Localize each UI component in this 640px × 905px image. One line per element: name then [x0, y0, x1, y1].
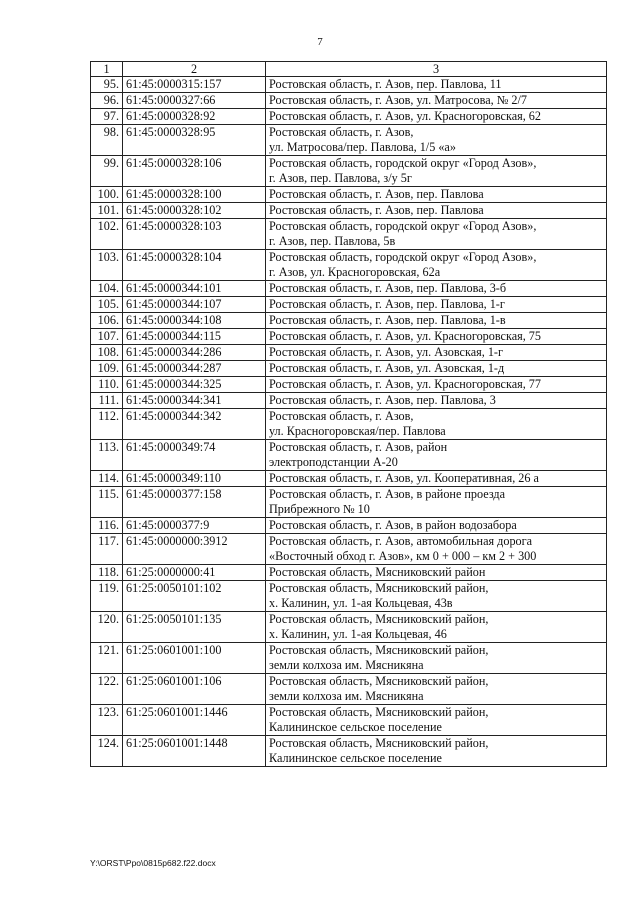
table-row	[91, 281, 607, 297]
cadastral-number-cell: 61:45:0000344:286	[123, 345, 266, 361]
row-number-cell: 123.	[91, 705, 123, 736]
cadastral-number-cell: 61:45:0000344:115	[123, 329, 266, 345]
row-number-cell: 95.	[91, 77, 123, 93]
table-row	[91, 471, 607, 487]
table-row	[91, 93, 607, 109]
cadastral-number-cell: 61:45:0000327:66	[123, 93, 266, 109]
table-row	[91, 518, 607, 534]
address-cell: Ростовская область, г. Азов, пер. Павлова, 1-в	[266, 313, 607, 329]
address-cell: Ростовская область, г. Азов, ул. Матросова, № 2/7	[266, 93, 607, 109]
cadastral-number-cell: 61:45:0000328:92	[123, 109, 266, 125]
cadastral-number-cell: 61:45:0000344:107	[123, 297, 266, 313]
cadastral-number-cell: 61:45:0000344:287	[123, 361, 266, 377]
address-cell: Ростовская область, г. Азов, ул. Кооперативная, 26 а	[266, 471, 607, 487]
cadastral-number-cell: 61:45:0000344:101	[123, 281, 266, 297]
cadastral-number-cell: 61:45:0000328:103	[123, 219, 266, 250]
row-number-cell: 107.	[91, 329, 123, 345]
table-row	[91, 705, 607, 736]
table-row	[91, 297, 607, 313]
address-cell: Ростовская область, г. Азов, пер. Павлова	[266, 187, 607, 203]
cadastral-number-cell: 61:45:0000328:102	[123, 203, 266, 219]
table-row	[91, 736, 607, 767]
row-number-cell: 116.	[91, 518, 123, 534]
row-number-cell: 106.	[91, 313, 123, 329]
address-cell: Ростовская область, Мясниковский район	[266, 565, 607, 581]
row-number-cell: 96.	[91, 93, 123, 109]
cadastral-number-cell: 61:45:0000377:158	[123, 487, 266, 518]
cadastral-number-cell: 61:45:0000344:342	[123, 409, 266, 440]
address-cell: Ростовская область, г. Азов, пер. Павлова, 3	[266, 393, 607, 409]
address-cell: Ростовская область, г. Азов, пер. Павлова	[266, 203, 607, 219]
table-row	[91, 109, 607, 125]
address-cell: Ростовская область, г. Азов, автомобильная дорога «Восточный обход г. Азов», км 0 + 000 – км 2 + 300	[266, 534, 607, 565]
row-number-cell: 112.	[91, 409, 123, 440]
row-number-cell: 115.	[91, 487, 123, 518]
table-row	[91, 203, 607, 219]
address-cell: Ростовская область, г. Азов, пер. Павлова, 1-г	[266, 297, 607, 313]
table-row	[91, 156, 607, 187]
address-cell: Ростовская область, г. Азов, ул. Азовская, 1-д	[266, 361, 607, 377]
address-cell: Ростовская область, городской округ «Город Азов», г. Азов, пер. Павлова, 5в	[266, 219, 607, 250]
row-number-cell: 108.	[91, 345, 123, 361]
address-cell: Ростовская область, г. Азов, ул. Матросова/пер. Павлова, 1/5 «а»	[266, 125, 607, 156]
cadastral-number-cell: 61:25:0050101:102	[123, 581, 266, 612]
cadastral-number-cell: 61:45:0000328:106	[123, 156, 266, 187]
table-row	[91, 534, 607, 565]
cadastral-number-cell: 61:45:0000377:9	[123, 518, 266, 534]
address-cell: Ростовская область, Мясниковский район, х. Калинин, ул. 1-ая Кольцевая, 43в	[266, 581, 607, 612]
row-number-cell: 111.	[91, 393, 123, 409]
address-cell: Ростовская область, Мясниковский район, земли колхоза им. Мясникяна	[266, 674, 607, 705]
row-number-cell: 98.	[91, 125, 123, 156]
row-number-cell: 124.	[91, 736, 123, 767]
row-number-cell: 122.	[91, 674, 123, 705]
address-cell: Ростовская область, г. Азов, пер. Павлова, 11	[266, 77, 607, 93]
cadastral-number-cell: 61:45:0000328:95	[123, 125, 266, 156]
row-number-cell: 109.	[91, 361, 123, 377]
page-number: 7	[317, 36, 323, 48]
cadastral-number-cell: 61:45:0000344:108	[123, 313, 266, 329]
address-cell: Ростовская область, г. Азов, район электроподстанции А-20	[266, 440, 607, 471]
table-row	[91, 440, 607, 471]
row-number-cell: 103.	[91, 250, 123, 281]
cadastral-number-cell: 61:45:0000349:110	[123, 471, 266, 487]
table-row	[91, 487, 607, 518]
address-cell: Ростовская область, г. Азов, ул. Красногоровская/пер. Павлова	[266, 409, 607, 440]
address-cell: Ростовская область, Мясниковский район, Калининское сельское поселение	[266, 705, 607, 736]
row-number-cell: 117.	[91, 534, 123, 565]
cadastral-number-cell: 61:45:0000328:104	[123, 250, 266, 281]
address-cell: Ростовская область, городской округ «Город Азов», г. Азов, ул. Красногоровская, 62а	[266, 250, 607, 281]
address-cell: Ростовская область, г. Азов, ул. Красногоровская, 77	[266, 377, 607, 393]
cadastral-number-cell: 61:25:0601001:100	[123, 643, 266, 674]
column-header-cadastral: 2	[123, 62, 266, 77]
cadastral-number-cell: 61:45:0000344:325	[123, 377, 266, 393]
table-body	[91, 77, 607, 767]
address-cell: Ростовская область, Мясниковский район, х. Калинин, ул. 1-ая Кольцевая, 46	[266, 612, 607, 643]
cadastral-number-cell: 61:25:0601001:1448	[123, 736, 266, 767]
cadastral-number-cell: 61:45:0000328:100	[123, 187, 266, 203]
cadastral-number-cell: 61:45:0000349:74	[123, 440, 266, 471]
table-row	[91, 565, 607, 581]
table-row	[91, 612, 607, 643]
address-cell: Ростовская область, г. Азов, ул. Азовская, 1-г	[266, 345, 607, 361]
table-row	[91, 219, 607, 250]
address-cell: Ростовская область, г. Азов, ул. Красногоровская, 62	[266, 109, 607, 125]
table-row	[91, 250, 607, 281]
cadastral-number-cell: 61:25:0000000:41	[123, 565, 266, 581]
cadastral-number-cell: 61:25:0050101:135	[123, 612, 266, 643]
address-cell: Ростовская область, г. Азов, ул. Красногоровская, 75	[266, 329, 607, 345]
table-row	[91, 393, 607, 409]
table-row	[91, 313, 607, 329]
address-cell: Ростовская область, г. Азов, пер. Павлова, 3-б	[266, 281, 607, 297]
row-number-cell: 99.	[91, 156, 123, 187]
cadastral-number-cell: 61:25:0601001:106	[123, 674, 266, 705]
row-number-cell: 121.	[91, 643, 123, 674]
row-number-cell: 113.	[91, 440, 123, 471]
row-number-cell: 105.	[91, 297, 123, 313]
row-number-cell: 120.	[91, 612, 123, 643]
table-row	[91, 329, 607, 345]
cadastral-number-cell: 61:45:0000315:157	[123, 77, 266, 93]
table-row	[91, 643, 607, 674]
cadastral-table	[90, 61, 607, 767]
row-number-cell: 100.	[91, 187, 123, 203]
cadastral-number-cell: 61:25:0601001:1446	[123, 705, 266, 736]
table-row	[91, 187, 607, 203]
address-cell: Ростовская область, Мясниковский район, Калининское сельское поселение	[266, 736, 607, 767]
table-row	[91, 409, 607, 440]
table-row	[91, 581, 607, 612]
table-row	[91, 361, 607, 377]
row-number-cell: 114.	[91, 471, 123, 487]
table-header-row	[91, 62, 607, 77]
address-cell: Ростовская область, г. Азов, в районе проезда Прибрежного № 10	[266, 487, 607, 518]
column-header-number: 1	[91, 62, 123, 77]
table-row	[91, 77, 607, 93]
address-cell: Ростовская область, Мясниковский район, земли колхоза им. Мясникяна	[266, 643, 607, 674]
table-row	[91, 125, 607, 156]
column-header-address: 3	[266, 62, 607, 77]
table-row	[91, 377, 607, 393]
cadastral-number-cell: 61:45:0000344:341	[123, 393, 266, 409]
row-number-cell: 104.	[91, 281, 123, 297]
table-row	[91, 345, 607, 361]
address-cell: Ростовская область, городской округ «Город Азов», г. Азов, пер. Павлова, з/у 5г	[266, 156, 607, 187]
table-row	[91, 674, 607, 705]
row-number-cell: 119.	[91, 581, 123, 612]
row-number-cell: 110.	[91, 377, 123, 393]
row-number-cell: 118.	[91, 565, 123, 581]
file-path-footer: Y:\ORST\Ppo\0815p682.f22.docx	[90, 858, 216, 868]
address-cell: Ростовская область, г. Азов, в район водозабора	[266, 518, 607, 534]
cadastral-number-cell: 61:45:0000000:3912	[123, 534, 266, 565]
row-number-cell: 102.	[91, 219, 123, 250]
row-number-cell: 101.	[91, 203, 123, 219]
row-number-cell: 97.	[91, 109, 123, 125]
